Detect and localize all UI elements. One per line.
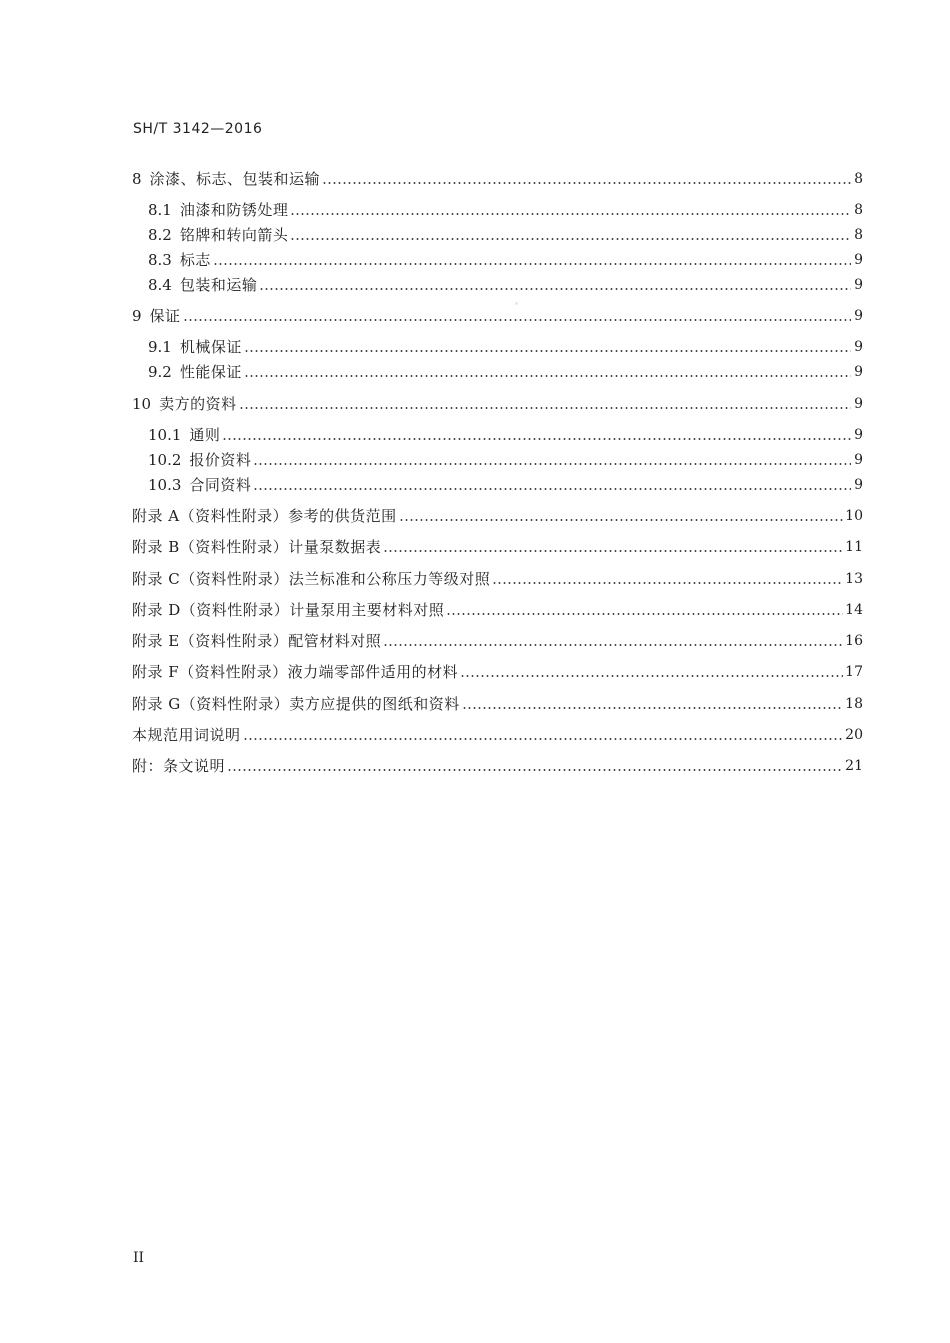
toc-entry-title: 卖方的资料 xyxy=(159,395,237,413)
toc-entry-page: 8 xyxy=(854,202,863,218)
toc-entry-title: 附录 E（资料性附录）配管材料对照 xyxy=(132,632,382,650)
toc-entry-number: 10.3 xyxy=(148,476,182,494)
toc-entry-number: 10.2 xyxy=(148,451,182,469)
toc-entry-title: 油漆和防锈处理 xyxy=(179,201,289,219)
toc-dot-leader xyxy=(290,238,851,240)
toc-entry-page: 9 xyxy=(854,252,863,268)
toc-entry[interactable] xyxy=(148,249,863,271)
toc-entry-title: 包装和运输 xyxy=(179,276,258,294)
toc-entry-page: 9 xyxy=(854,427,863,443)
toc-entry-page: 16 xyxy=(845,633,863,649)
toc-entry-number: 8.4 xyxy=(148,276,172,294)
toc-entry-title: 铭牌和转向箭头 xyxy=(179,226,289,244)
toc-entry-page: 9 xyxy=(854,452,863,468)
toc-entry-title: 附：条文说明 xyxy=(132,757,226,775)
toc-dot-leader xyxy=(183,319,851,321)
toc-entry-title: 附录 G（资料性附录）卖方应提供的图纸和资料 xyxy=(132,695,460,713)
toc-entry-title: 附录 B（资料性附录）计量泵数据表 xyxy=(132,538,382,556)
toc-entry-number: 8.3 xyxy=(148,251,172,269)
toc-entry[interactable] xyxy=(148,336,863,358)
toc-entry-page: 20 xyxy=(845,727,863,743)
toc-entry-page: 13 xyxy=(845,571,863,587)
toc-dot-leader xyxy=(227,769,843,771)
toc-entry-title: 报价资料 xyxy=(189,451,252,469)
toc-dot-leader xyxy=(462,707,843,709)
toc-dot-leader xyxy=(399,519,844,521)
toc-entry[interactable] xyxy=(148,361,863,383)
toc-entry[interactable] xyxy=(148,424,863,446)
toc-dot-leader xyxy=(259,288,851,290)
toc-entry-title: 附录 C（资料性附录）法兰标准和公称压力等级对照 xyxy=(132,570,491,588)
toc-entry[interactable] xyxy=(132,599,863,621)
toc-entry-number: 8 xyxy=(132,170,142,188)
standard-code: SH/T 3142—2016 xyxy=(133,121,263,137)
toc-dot-leader xyxy=(244,350,851,352)
toc-entry-page: 18 xyxy=(845,696,863,712)
toc-entry[interactable] xyxy=(148,274,863,296)
toc-dot-leader xyxy=(239,407,851,409)
toc-entry-number: 8.2 xyxy=(148,226,172,244)
toc-entry-page: 17 xyxy=(845,664,863,680)
toc-entry[interactable] xyxy=(132,168,863,190)
toc-entry-page: 21 xyxy=(845,758,863,774)
toc-entry-title: 涂漆、标志、包装和运输 xyxy=(149,170,321,188)
toc-entry-title: 机械保证 xyxy=(179,338,242,356)
toc-dot-leader xyxy=(383,550,843,552)
toc-entry-title: 保证 xyxy=(149,307,181,325)
toc-dot-leader xyxy=(290,213,851,215)
toc-entry-title: 合同资料 xyxy=(189,476,252,494)
toc-entry[interactable] xyxy=(132,724,863,746)
toc-entry-page: 9 xyxy=(854,364,863,380)
toc-dot-leader xyxy=(383,644,843,646)
toc-entry-title: 性能保证 xyxy=(179,363,242,381)
toc-dot-leader xyxy=(244,375,851,377)
toc-entry-number: 9 xyxy=(132,307,142,325)
toc-dot-leader xyxy=(213,263,851,265)
toc-dot-leader xyxy=(446,613,843,615)
toc-dot-leader xyxy=(253,463,851,465)
toc-entry[interactable] xyxy=(132,755,863,777)
toc-entry-number: 9.1 xyxy=(148,338,172,356)
toc-entry[interactable] xyxy=(132,661,863,683)
toc-dot-leader xyxy=(222,438,851,440)
toc-entry[interactable] xyxy=(132,393,863,415)
toc-entry[interactable] xyxy=(148,224,863,246)
toc-entry[interactable] xyxy=(148,474,863,496)
toc-entry[interactable] xyxy=(148,199,863,221)
toc-entry[interactable] xyxy=(132,505,863,527)
toc-entry-page: 14 xyxy=(845,602,863,618)
toc-entry[interactable] xyxy=(132,568,863,590)
toc-entry-number: 8.1 xyxy=(148,201,172,219)
toc-entry-title: 附录 A（资料性附录）参考的供货范围 xyxy=(132,507,397,525)
toc-entry-number: 10.1 xyxy=(148,426,182,444)
toc-dot-leader xyxy=(253,488,851,490)
toc-entry-page: 8 xyxy=(854,171,863,187)
table-of-contents xyxy=(132,0,863,800)
toc-entry-page: 9 xyxy=(854,477,863,493)
toc-dot-leader xyxy=(460,675,843,677)
toc-dot-leader xyxy=(492,582,843,584)
toc-entry-title: 通则 xyxy=(189,426,221,444)
toc-entry[interactable] xyxy=(132,693,863,715)
toc-dot-leader xyxy=(243,738,844,740)
toc-entry-page: 9 xyxy=(854,277,863,293)
scan-speck xyxy=(515,302,518,305)
toc-entry-page: 9 xyxy=(854,396,863,412)
toc-entry-page: 8 xyxy=(854,227,863,243)
toc-entry[interactable] xyxy=(132,630,863,652)
toc-entry[interactable] xyxy=(148,449,863,471)
toc-dot-leader xyxy=(322,182,851,184)
toc-entry[interactable] xyxy=(132,536,863,558)
toc-entry-page: 10 xyxy=(845,508,863,524)
toc-entry-title: 附录 F（资料性附录）液力端零部件适用的材料 xyxy=(132,663,459,681)
toc-entry-title: 附录 D（资料性附录）计量泵用主要材料对照 xyxy=(132,601,445,619)
toc-entry-page: 9 xyxy=(854,339,863,355)
toc-entry-page: 11 xyxy=(845,539,863,555)
toc-entry-page: 9 xyxy=(854,308,863,324)
toc-entry-number: 10 xyxy=(132,395,152,413)
page-number: II xyxy=(133,1250,145,1266)
toc-entry-title: 本规范用词说明 xyxy=(132,726,241,744)
toc-entry[interactable] xyxy=(132,305,863,327)
toc-entry-title: 标志 xyxy=(179,251,211,269)
toc-entry-number: 9.2 xyxy=(148,363,172,381)
